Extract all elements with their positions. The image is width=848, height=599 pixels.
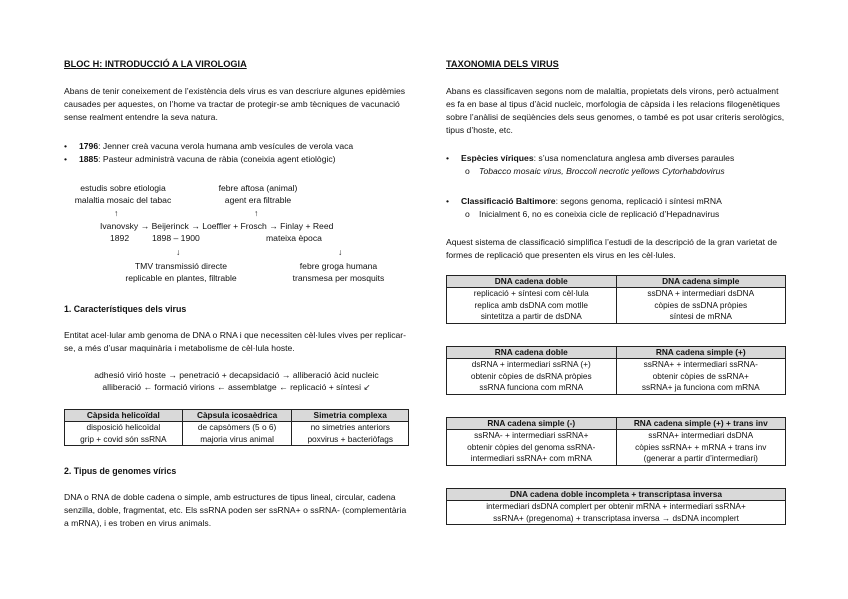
sub-bullet-species: o Tobacco mosaic virus, Broccoli necrotic yellows Cytorhabdovirus (446, 165, 725, 178)
circle-bullet-icon: o (465, 209, 470, 219)
table-header: Càpsula icosaèdrica (182, 410, 292, 422)
table-header: DNA cadena doble incompleta + transcriptasa inversa (447, 489, 786, 501)
table-header: RNA cadena simple (+) (616, 347, 786, 359)
dna-table (446, 275, 786, 324)
diagram-top-left: estudis sobre etiologia malaltia mosaic del tabac (74, 183, 172, 205)
diagram-top-right: febre aftosa (animal) agent era filtrable (218, 183, 298, 205)
up-arrow-icon: ↑ (114, 208, 119, 218)
down-arrow-icon: ↓ (338, 247, 343, 257)
capsid-table (64, 409, 409, 446)
taxonomy-intro: Abans es classificaven segons nom de malaltia, propietats dels virons, però actualment es fa en base al tipus d’àcid nucleic, morfologia de càpsida i les relacions filogenètiques sobre l’anàlisi de seqüències dels seus genomes, o també es pot usar criteris serològics, tipus d’hoste, etc. (446, 86, 785, 135)
section-2-title: 2. Tipus de genomes vírics (64, 466, 177, 476)
replication-cycle: adhesió virió hoste → penetració + decapsidació → alliberació àcid nucleic alliberació ← formació virions ← assemblatge ← replicació + síntesi ↙ (94, 370, 379, 392)
table-row: replicació + síntesi com cèl·lula replica amb dsDNA com motlle sintetitza a partir de dsDNA ssDNA + intermediari dsDNA còpies de ssDNA pròpies síntesi de mRNA (447, 288, 786, 323)
section-2-text: DNA o RNA de doble cadena o simple, amb estructures de tipus lineal, circular, cadena senzilla, doble, fragmentat, etc. Els ssRNA poden ser ssRNA+ o ssRNA- (complementària a mRNA), i es troben en virus animals. (64, 492, 407, 528)
table-header: DNA cadena simple (616, 276, 786, 288)
table-header: DNA cadena doble (447, 276, 617, 288)
taxonomy-title: TAXONOMIA DELS VIRUS (446, 59, 559, 69)
bloc-title: BLOC H: INTRODUCCIÓ A LA VIROLOGIA (64, 59, 247, 69)
circle-bullet-icon: o (465, 166, 470, 176)
intro-paragraph: Abans de tenir coneixement de l’existència dels virus es van descriure algunes epidèmies causades per aquestes, on l’home va tractar de protegir-se amb tècniques de vacunació sense realment entendre la seva natura. (64, 86, 406, 122)
same-era-label: mateixa època (266, 233, 322, 243)
year-1898-1900: 1898 – 1900 (152, 233, 200, 243)
down-arrow-icon: ↓ (176, 247, 181, 257)
diagram-bottom-right: febre groga humana transmesa per mosquits (292, 261, 385, 283)
table-row: intermediari dsDNA complert per obtenir mRNA + intermediari ssRNA+ ssRNA+ (pregenoma) + transcriptasa inversa → dsDNA incomplert (447, 501, 786, 525)
bullet-icon: • (446, 196, 450, 206)
section-1-title: 1. Característiques dels virus (64, 304, 187, 314)
year-1892: 1892 (110, 233, 130, 243)
bullet-icon: • (64, 154, 68, 164)
diagram-bottom-left: TMV transmissió directe replicable en plantes, filtrable (125, 261, 237, 283)
rna-table (446, 346, 786, 395)
table-header: Simetria complexa (292, 410, 409, 422)
table-row: dsRNA + intermediari ssRNA (+) obtenir còpies de dsRNA pròpies ssRNA funciona com mRNA ssRNA+ + intermediari ssRNA- obtenir còpies de ssRNA+ ssRNA+ ja funciona com mRNA (447, 359, 786, 394)
bullet-1885: • 1885: Pasteur administrà vacuna de ràbia (coneixia agent etiològic) (64, 154, 336, 164)
table-row: ssRNA- + intermediari ssRNA+ obtenir còpies del genoma ssRNA- intermediari ssRNA+ com mRNA ssRNA+ intermediari dsDNA còpies ssRNA+ + mRNA + trans inv (generar a partir d’intermediari) (447, 430, 786, 465)
section-1-text: Entitat acel·lular amb genoma de DNA o RNA i que necessiten cèl·lules vives per replicar-se, a més d’usar maquinària i metabolisme de cèl·lula hoste. (64, 330, 406, 353)
table-header: RNA cadena simple (-) (447, 418, 617, 430)
table-header: Càpsida helicoïdal (65, 410, 183, 422)
table-header: RNA cadena doble (447, 347, 617, 359)
scientist-chain: Ivanovsky → Beijerinck → Loeffler + Frosch → Finlay + Reed (100, 221, 334, 231)
bullet-baltimore: • Classificació Baltimore: segons genoma, replicació i síntesi mRNA (446, 196, 722, 206)
sub-bullet-baltimore: o Inicialment 6, no es coneixia cicle de replicació d’Hepadnavirus (446, 208, 719, 221)
bullet-icon: • (446, 153, 450, 163)
dna-incomplete-table (446, 488, 786, 525)
up-arrow-icon: ↑ (254, 208, 259, 218)
table-header: RNA cadena simple (+) + trans inv (616, 418, 786, 430)
bullet-species: • Espècies víriques: s’usa nomenclatura anglesa amb diverses paraules (446, 153, 735, 163)
rna-single-table (446, 417, 786, 466)
table-row: disposició helicoïdal grip + covid són ssRNA de capsòmers (5 o 6) majoria virus animal no simetries anteriors poxvirus + bacteriòfags (65, 422, 409, 446)
baltimore-paragraph: Aquest sistema de classificació simplifica l’estudi de la descripció de la gran varietat de formes de replicació que presenten els virus en les cèl·lules. (446, 237, 778, 260)
bullet-icon: • (64, 141, 68, 151)
bullet-1796: • 1796: Jenner creà vacuna verola humana amb vesícules de verola vaca (64, 141, 354, 151)
